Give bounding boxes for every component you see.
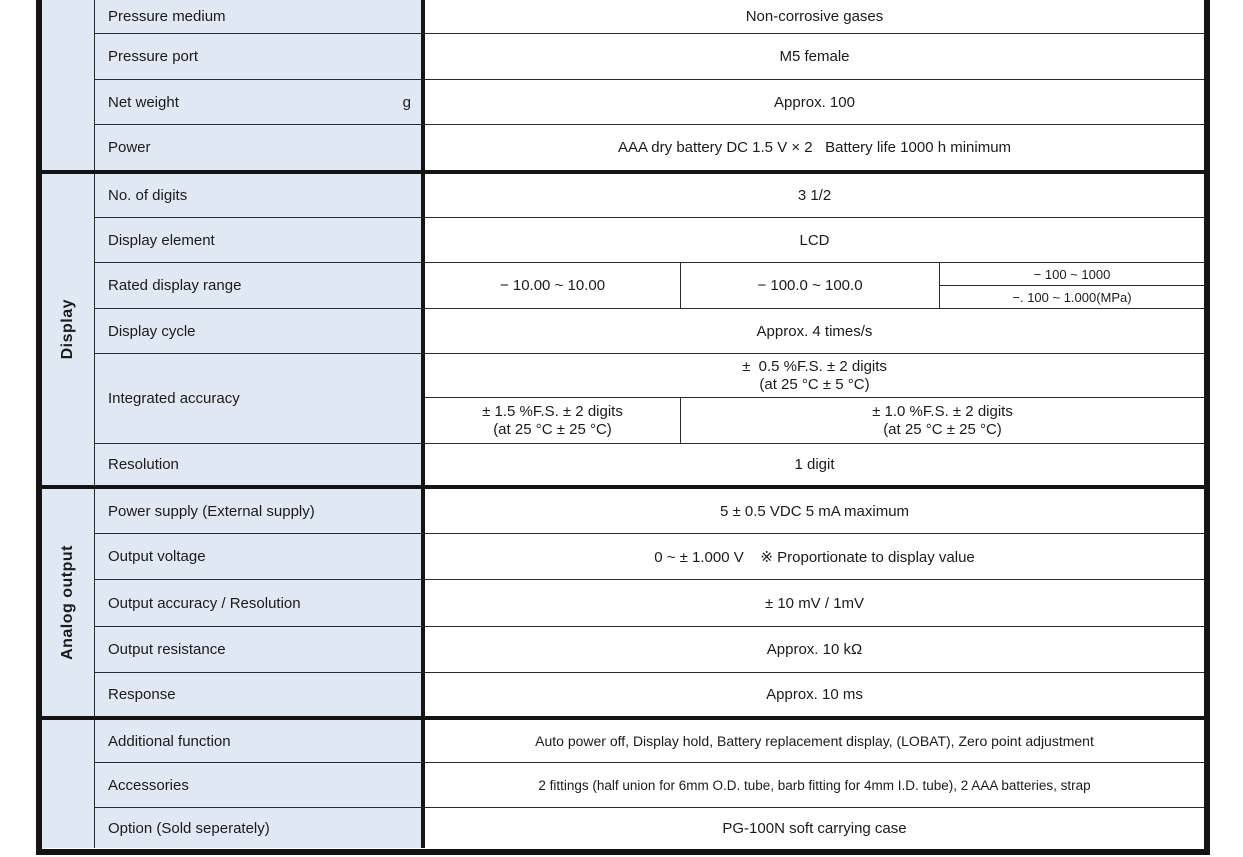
section-analog-output [42, 485, 1204, 716]
param-label: Rated display range [108, 277, 242, 294]
accuracy-top-line1: ± 0.5 %F.S. ± 2 digits [742, 357, 887, 375]
row-display-cycle [95, 308, 1204, 353]
param-cell [95, 309, 425, 353]
param-label: Integrated accuracy [108, 390, 240, 407]
accuracy-top-cell [425, 354, 1204, 397]
value-cell: AAA dry battery DC 1.5 V × 2 Battery life 1000 h minimum [425, 125, 1204, 170]
param-label: Display element [108, 231, 215, 249]
param-cell [95, 80, 425, 124]
param-cell [95, 534, 425, 579]
param-label: No. of digits [108, 187, 188, 204]
row-net-weight [95, 79, 1204, 124]
row-output-accuracy [95, 579, 1204, 626]
section-analog-output-group-cell [42, 489, 95, 716]
param-label: Additional function [108, 732, 231, 750]
row-display-element [95, 217, 1204, 262]
row-option [95, 807, 1204, 848]
param-cell [95, 34, 425, 79]
param-cell [95, 720, 425, 762]
range-col-1: − 10.00 ~ 10.00 [499, 277, 606, 294]
value-cell: LCD [425, 218, 1204, 262]
integrated-accuracy-values [425, 354, 1204, 443]
row-accessories [95, 762, 1204, 807]
param-cell [95, 125, 425, 170]
value-cell: M5 female [425, 34, 1204, 79]
value-cell: Approx. 10 kΩ [425, 627, 1204, 672]
section-misc [42, 716, 1204, 848]
value-cell: Approx. 10 ms [425, 673, 1204, 716]
range-col-3-top: − 100 ~ 1000 [1033, 266, 1111, 282]
param-cell [95, 263, 425, 308]
value-cell: 5 ± 0.5 VDC 5 mA maximum [425, 489, 1204, 533]
param-cell [95, 580, 425, 626]
value-cell: Approx. 100 [425, 80, 1204, 124]
param-label: Accessories [108, 776, 189, 794]
section-general [42, 0, 1204, 170]
row-output-voltage [95, 533, 1204, 579]
row-integrated-accuracy [95, 353, 1204, 443]
accuracy-top-line2: (at 25 °C ± 5 °C) [759, 375, 870, 393]
rated-display-range-values [425, 263, 1204, 308]
param-label: Output resistance [108, 641, 226, 658]
section-display-label: Display [59, 299, 76, 360]
param-label: Output voltage [108, 548, 206, 565]
value-cell: Approx. 4 times/s [425, 309, 1204, 353]
value-cell: 1 digit [425, 444, 1204, 485]
param-cell [95, 218, 425, 262]
row-pressure-port [95, 33, 1204, 79]
accuracy-right-line2: (at 25 °C ± 25 °C) [883, 420, 1002, 438]
value-cell: ± 10 mV / 1mV [425, 580, 1204, 626]
accuracy-left-cell [425, 398, 681, 443]
param-cell [95, 763, 425, 807]
section-misc-group-cell [42, 720, 95, 848]
param-cell [95, 354, 425, 443]
row-response [95, 672, 1204, 716]
section-display-group-cell [42, 174, 95, 485]
param-cell [95, 174, 425, 217]
param-label: Pressure port [108, 48, 199, 65]
range-col-2: − 100.0 ~ 100.0 [680, 263, 939, 308]
param-cell [95, 0, 425, 33]
param-label: Power [108, 139, 151, 156]
accuracy-right-cell [681, 398, 1204, 443]
specification-table [36, 0, 1210, 855]
value-cell: 2 fittings (half union for 6mm O.D. tube, barb fitting for 4mm I.D. tube), 2 AAA batteries, strap [425, 763, 1204, 807]
value-cell: PG-100N soft carrying case [425, 808, 1204, 848]
param-cell [95, 489, 425, 533]
value-cell: 3 1/2 [425, 174, 1204, 217]
param-label: Net weight [108, 93, 179, 111]
param-label: Option (Sold seperately) [108, 819, 270, 837]
param-cell [95, 673, 425, 716]
row-pressure-medium [95, 0, 1204, 33]
value-cell: Non-corrosive gases [425, 0, 1204, 33]
section-analog-output-label: Analog output [59, 545, 76, 660]
row-power-supply [95, 489, 1204, 533]
param-unit: g [402, 93, 411, 111]
row-power [95, 124, 1204, 170]
param-label: Output accuracy / Resolution [108, 594, 301, 612]
row-rated-display-range [95, 262, 1204, 308]
param-cell [95, 627, 425, 672]
param-label: Power supply (External supply) [108, 502, 315, 520]
row-output-resistance [95, 626, 1204, 672]
accuracy-left-line2: (at 25 °C ± 25 °C) [493, 420, 612, 438]
accuracy-right-line1: ± 1.0 %F.S. ± 2 digits [872, 402, 1013, 420]
param-cell [95, 808, 425, 848]
param-label: Pressure medium [108, 8, 226, 25]
param-label: Display cycle [108, 322, 196, 340]
range-col-3-bottom: −. 100 ~ 1.000(MPa) [940, 285, 1204, 308]
row-no-of-digits [95, 174, 1204, 217]
accuracy-left-line1: ± 1.5 %F.S. ± 2 digits [482, 402, 623, 420]
value-cell: 0 ~ ± 1.000 V ※ Proportionate to display value [425, 534, 1204, 579]
param-label: Resolution [108, 456, 179, 473]
section-display [42, 170, 1204, 485]
param-label: Response [108, 686, 176, 703]
row-resolution [95, 443, 1204, 485]
row-additional-function [95, 720, 1204, 762]
value-cell: Auto power off, Display hold, Battery replacement display, (LOBAT), Zero point adjustment [425, 720, 1204, 762]
section-general-group-cell [42, 0, 95, 170]
range-col-3 [939, 263, 1204, 308]
param-cell [95, 444, 425, 485]
